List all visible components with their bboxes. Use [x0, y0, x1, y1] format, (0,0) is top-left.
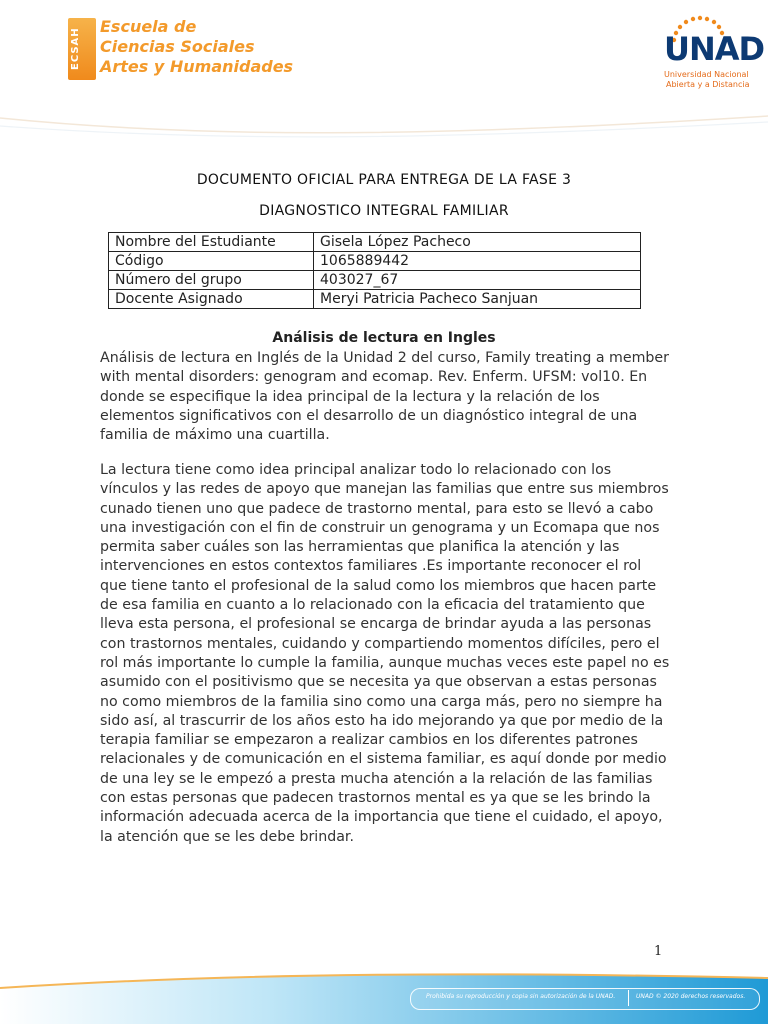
- footer-notice: Prohibida su reproducción y copia sin autorización de la UNAD.: [426, 993, 616, 1000]
- info-label: Docente Asignado: [109, 290, 314, 309]
- table-row: [109, 271, 641, 290]
- header-swoosh: [0, 108, 768, 148]
- table-row: [109, 233, 641, 252]
- table-row: [109, 290, 641, 309]
- info-label: Nombre del Estudiante: [109, 233, 314, 252]
- school-line-1: Escuela de: [100, 17, 197, 36]
- unad-logo-subtitle-2: Abierta y a Distancia: [666, 80, 750, 89]
- unad-logo-word: UNAD: [664, 30, 765, 68]
- ecsah-logo-text: ECSAH: [70, 27, 81, 71]
- school-line-2: Ciencias Sociales: [100, 37, 255, 56]
- analysis-paragraph: La lectura tiene como idea principal analizar todo lo relacionado con los vínculos y las redes de apoyo que manejan las familias que entre sus miembros cunado tienen uno que padece de trastorno mental, para esto se llevó a cabo una investigación con el fin de construir un genograma y un Ecomapa que nos permita saber cuáles son las herramientas que planifica la atención y las intervenciones en estos contextos familiares .Es importante reconocer el rol que tiene tanto el profesional de la salud como los miembros que hacen parte de esa familia en cuanto a lo relacionado con la eficacia del tratamiento que lleva esta persona, el profesional se encarga de brindar ayuda a las personas con trastornos mentales, cuidando y compartiendo momentos difíciles, pero el rol más importante lo cumple la familia, aunque muchas veces este papel no es asumido con el positivismo que se necesita ya que observan a estas personas no como miembros de la familia sino como una carga más, pero no siempre ha sido así, al trascurrir de los años esto ha ido mejorando ya que por medio de la terapia familiar se empezaron a realizar cambios en los diferentes patrones relacionales y de comunicación en el sistema familiar, es aquí donde por medio de una ley se le empezó a presta mucha atención a la relación de las familias con estas personas que padecen trastornos mental es ya que se les brindo la información adecuada acerca de la importancia que tiene el cuidado, el apoyo, la atención que se les debe brindar.: [100, 462, 670, 845]
- assignment-paragraph: Análisis de lectura en Inglés de la Unidad 2 del curso, Family treating a member with mental disorders: genogram and ecomap. Rev. Enferm. UFSM: vol10. En donde se especifique la idea principal de la lectura y la relación de los elementos significativos con el desarrollo de un diagnóstico integral de una familia de máximo una cuartilla.: [100, 350, 669, 444]
- info-value: 403027_67: [314, 271, 641, 290]
- info-value: Gisela López Pacheco: [314, 233, 641, 252]
- page-header: [0, 0, 768, 140]
- info-value: 1065889442: [314, 252, 641, 271]
- document-title: DOCUMENTO OFICIAL PARA ENTREGA DE LA FASE 3: [196, 172, 572, 188]
- footer-copyright: UNAD © 2020 derechos reservados.: [636, 993, 746, 1000]
- school-line-3: Artes y Humanidades: [100, 57, 294, 76]
- table-row: [109, 252, 641, 271]
- student-info-table: [108, 232, 641, 309]
- footer-divider: [628, 990, 629, 1006]
- school-name: [100, 17, 293, 77]
- section-title: Análisis de lectura en Ingles: [272, 330, 496, 346]
- info-label: Código: [109, 252, 314, 271]
- document-subtitle: DIAGNOSTICO INTEGRAL FAMILIAR: [259, 203, 509, 219]
- unad-logo-subtitle-1: Universidad Nacional: [664, 70, 749, 79]
- info-label: Número del grupo: [109, 271, 314, 290]
- info-value: Meryi Patricia Pacheco Sanjuan: [314, 290, 641, 309]
- page-number: 1: [654, 944, 663, 959]
